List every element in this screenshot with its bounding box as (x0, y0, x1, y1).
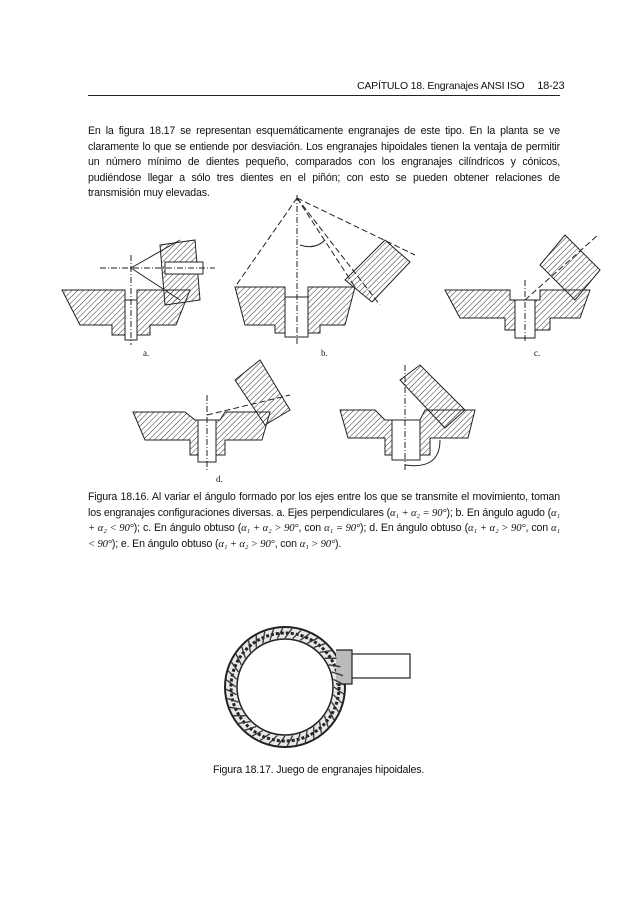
caption-text: ); d. En ángulo obtuso ( (360, 522, 469, 535)
gear-diagram-a (62, 240, 215, 345)
caption-text: , con (298, 522, 325, 535)
caption-text: ); e. En ángulo obtuso ( (111, 537, 219, 550)
caption-text: Figura 18.16. Al variar el ángulo formado por los ejes entre los que se transmite el movimiento, toman los engranajes configuraciones diversas. a. Ejes perpendiculares ( (88, 491, 560, 519)
caption-text: , con (274, 537, 300, 550)
diagram-label-c: c. (534, 348, 541, 358)
figure-18-17-caption: Figura 18.17. Juego de engranajes hipoidales. (213, 764, 425, 776)
page-number: 18-23 (537, 80, 565, 92)
equation: α₁ + α₂ < 90° (88, 507, 560, 535)
figure-18-16-caption (88, 490, 560, 552)
equation: α₁ + α₂ > 90° (468, 523, 526, 535)
equation: α₁ + α₂ = 90° (389, 507, 447, 519)
caption-text: ); c. En ángulo obtuso ( (133, 522, 242, 535)
equation: α₁ < 90° (88, 523, 560, 550)
chapter-title: CAPÍTULO 18. Engranajes ANSI ISO (357, 80, 525, 92)
gear-diagram-b (235, 195, 415, 345)
gear-diagram-d (133, 360, 290, 470)
intro-paragraph: En la figura 18.17 se representan esquemáticamente engranajes de este tipo. En la planta se ve claramente lo que se entiende por desviación. Los engranajes hipoidales tienen la ventaja de permitir un número mínimo de dientes pequeño, comparados con los engranajes cilíndricos y cónicos, pudiéndose llegar a sólo tres dientes en el piñón; con esto se pueden obtener relaciones de transmisión muy elevadas. (88, 125, 560, 200)
caption-text: , con (525, 522, 552, 535)
equation: α₁ + α₂ > 90° (218, 538, 275, 550)
hypoid-gear-set-drawing (225, 627, 410, 747)
equation: α₁ = 90° (324, 523, 361, 535)
equation: α₁ > 90° (299, 538, 336, 550)
diagram-label-b: b. (321, 348, 328, 358)
diagram-label-d: d. (216, 474, 223, 484)
caption-text: ). (335, 537, 342, 550)
diagram-label-a: a. (143, 348, 150, 358)
caption-text: ); b. En ángulo agudo ( (446, 506, 552, 519)
gear-diagram-c (445, 235, 600, 342)
gear-diagram-e (340, 365, 475, 472)
equation: α₁ + α₂ > 90° (241, 523, 299, 535)
